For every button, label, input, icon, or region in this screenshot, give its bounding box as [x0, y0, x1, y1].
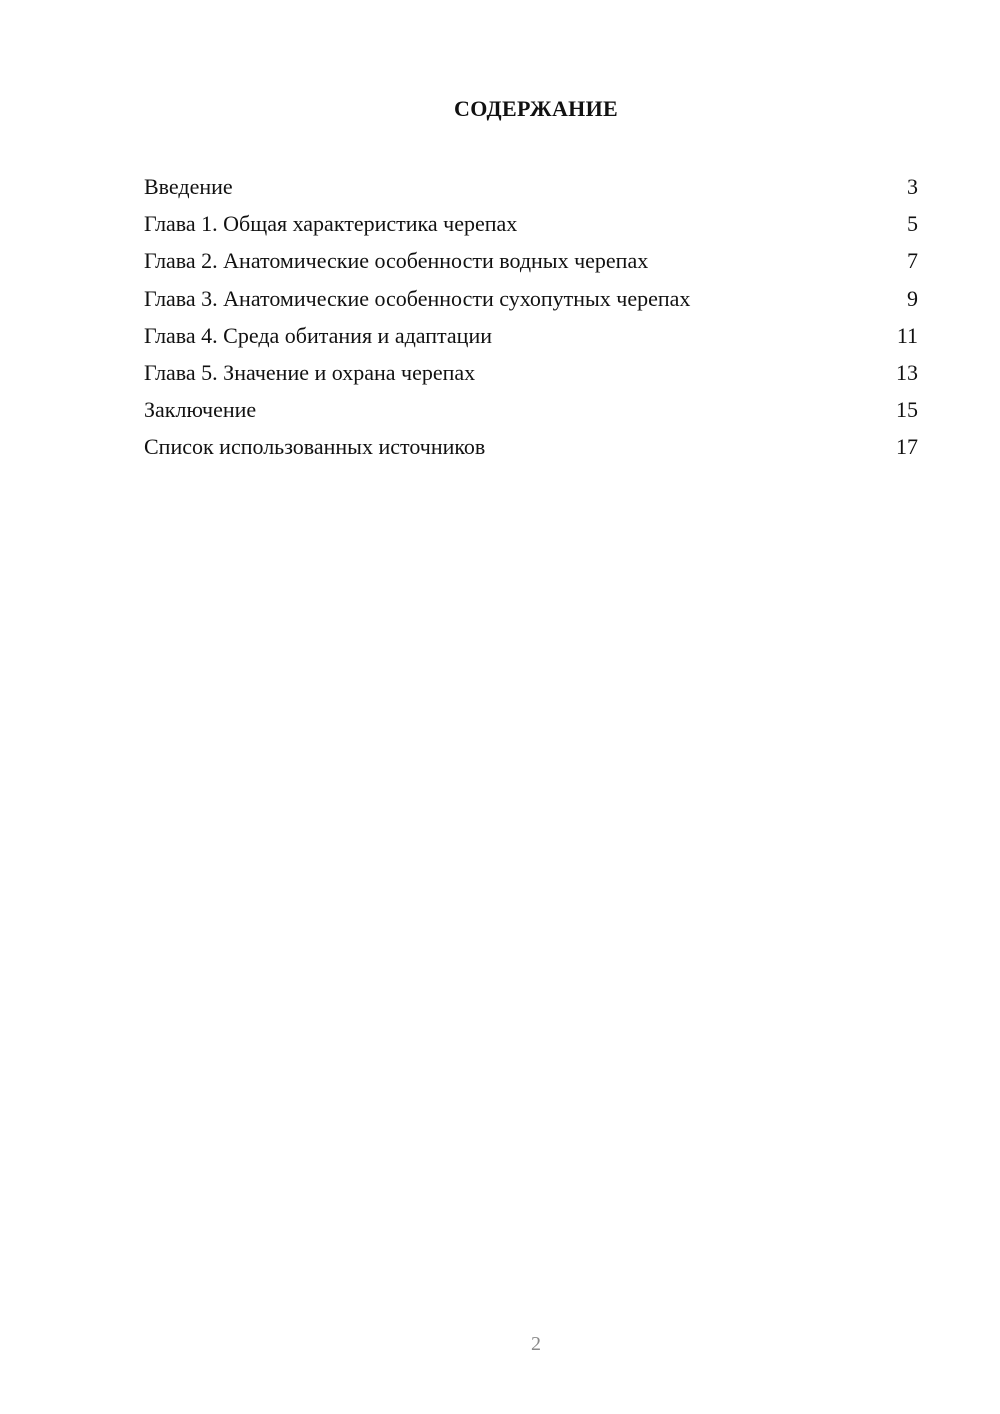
- toc-entry-introduction: [144, 168, 918, 205]
- toc-entry-chapter-5: [144, 354, 918, 391]
- toc-entry-page: 11: [896, 322, 918, 348]
- page-number: 2: [531, 1333, 541, 1355]
- toc-entry-label: Введение: [144, 174, 233, 199]
- toc-entry-page: 15: [896, 397, 918, 423]
- toc-entry-label: Глава 5. Значение и охрана черепах: [144, 359, 476, 385]
- toc-entry-chapter-1: [144, 205, 918, 242]
- toc-entry-label: Список использованных источников: [144, 434, 486, 460]
- toc-title: СОДЕРЖАНИЕ: [454, 96, 618, 121]
- toc-entry-chapter-2: [144, 242, 918, 279]
- toc-entry-page: 3: [907, 174, 918, 199]
- toc-entry-page: 17: [896, 434, 918, 460]
- toc-entry-page: 13: [896, 359, 918, 385]
- toc-entry-label: Заключение: [144, 397, 257, 423]
- toc-entry-label: Глава 2. Анатомические особенности водных черепах: [144, 248, 649, 274]
- toc-entry-references: [144, 428, 918, 465]
- toc-entry-page: 9: [907, 285, 918, 311]
- table-of-contents: [144, 168, 918, 466]
- toc-entry-page: 5: [907, 211, 918, 237]
- toc-entry-page: 7: [907, 248, 918, 274]
- toc-entry-label: Глава 1. Общая характеристика черепах: [144, 211, 518, 237]
- toc-entry-label: Глава 3. Анатомические особенности сухопутных черепах: [144, 285, 691, 311]
- toc-entry-conclusion: [144, 391, 918, 428]
- toc-entry-chapter-3: [144, 280, 918, 317]
- toc-entry-label: Глава 4. Среда обитания и адаптации: [144, 322, 493, 348]
- toc-entry-chapter-4: [144, 317, 918, 354]
